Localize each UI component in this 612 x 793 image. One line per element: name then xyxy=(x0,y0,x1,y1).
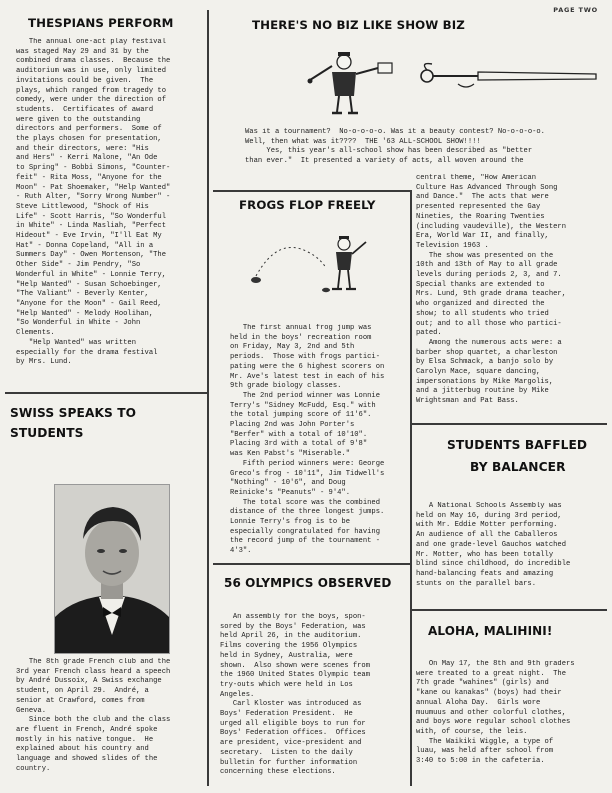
balancer-headline-line1: STUDENTS BAFFLED xyxy=(447,438,588,452)
divider-balancer-aloha xyxy=(411,609,607,611)
frogs-headline: FROGS FLOP FREELY xyxy=(239,198,376,212)
thespians-headline: THESPIANS PERFORM xyxy=(28,16,174,30)
cartoon-horn-icon xyxy=(418,60,608,94)
column-divider-left xyxy=(207,10,209,786)
swiss-headline-line2: STUDENTS xyxy=(10,426,84,440)
divider-showbiz-balancer xyxy=(411,423,607,425)
aloha-headline: ALOHA, MALIHINI! xyxy=(428,624,553,638)
swiss-headline-line1: SWISS SPEAKS TO xyxy=(10,406,137,420)
cartoon-performer-icon xyxy=(304,48,414,120)
frogs-body: The first annual frog jump was held in the boys' recreation room on Friday, May 3, 2nd and 5th periods. Those with frogs partici- pating were the 6 highest scorers on Mr. Ave's latest test in each of his 9th grade biology classes. The 2nd period winner was Lonnie Terry's "Sidney McFudd, Esq." with the total jumping score of 11'6". Placing 2nd was John Porter's "Berfer" with a total of 10'10". Placing 3rd with a total of 9'8" was Ken Pabst's "Miserable." Fifth period winners were: George Greco's frog - 10'11", Jim Tidwell's "Nothing" - 10'6", and Doug Reinicke's "Peanuts" - 9'4". The total score was the combined distance of the three longest jumps. Lonnie Terry's frog is to be especially congratulated for having the record jump of the tournament - 4'3". xyxy=(230,324,385,556)
student-portrait-photo xyxy=(54,484,170,654)
divider-showbiz-frogs xyxy=(213,190,410,192)
olympics-headline: 56 OLYMPICS OBSERVED xyxy=(224,576,392,590)
aloha-body: On May 17, the 8th and 9th graders were treated to a great night. The 7th grade "wahines" (girls) and "kane ou kanakas" (boys) had their annual Aloha Day. Girls wore muumuus and other colorful clothes, and boys wore regular school clothes with, of course, the leis. The Waikiki Wiggle, a type of luau, was held after school from 3:40 to 5:00 in the cafeteria. xyxy=(416,660,575,766)
column-divider-right xyxy=(410,190,412,786)
page-number: PAGE TWO xyxy=(553,6,598,14)
divider-thespians-swiss xyxy=(5,392,208,394)
cartoon-frog-icon xyxy=(248,228,388,300)
divider-frogs-olympics xyxy=(213,563,410,565)
show-biz-intro: Was it a tournament? No-o-o-o-o. Was it a beauty contest? No-o-o-o-o. Well, then what was it???? THE '63 ALL-SCHOOL SHOW!!!! Yes, this year's all-school show has been described as "better than ever." It presented a variety of acts, all woven around the xyxy=(245,128,545,166)
show-biz-headline: THERE'S NO BIZ LIKE SHOW BIZ xyxy=(252,18,465,32)
balancer-headline-line2: BY BALANCER xyxy=(470,460,566,474)
show-biz-body: central theme, "How American Culture Has Advanced Through Song and Dance." The acts that were presented represented the Gay Nineties, the Roaring Twenties (including vaudeville), the Western Era, World War II, and finally, Television 1963 . The show was presented on the 10th and 13th of May to all grade levels during periods 2, 3, and 7. Special thanks are extended to Mrs. Lund, 9th grade drama teacher, who organized and directed the show; to all students who tried out; and to all those who partici- pated. Among the numerous acts were: a barber shop quartet, a charleston by Elsa Schmack, a banjo solo by Carolyn Mace, square dancing, impersonations by Mike Margolis, and a jitterbug routine by Mike Wrightsman and Pat Bass. xyxy=(416,174,566,406)
olympics-body: An assembly for the boys, spon- sored by the Boys' Federation, was held April 26, in the auditorium. Films covering the 1956 Olympics held in Sydney, Australia, were shown. Also shown were scenes from the 1960 United States Olympic team try-outs which were held in Los Angeles. Carl Kloster was introduced as Boys' Federation President. He urged all eligible boys to run for Boys' Federation offices. Offices are president, vice-president and secretary. Listen to the daily bulletin for further information concerning these elections. xyxy=(220,613,370,777)
thespians-body: The annual one-act play festival was staged May 29 and 31 by the combined drama classes. Because the auditorium was in use, only limited invitations could be given. The plays, which ranged from tragedy to comedy, were under the direction of students. Certificates of award were given to the outstanding directors and performers. Some of the plays chosen for presentation, and their directors, were: "His and Hers" - Kerri Malone, "An Ode to Spring" - Bobbi Simons, "Counter- feit" - Rita Moss, "Anyone for the Moon" - Pat Shoemaker, "Help Wanted" - Ruth Alter, "Sorry Wrong Number" - Steve Littlewood, "Shock of His Life" - Scott Harris, "So Wonderful in White" - Linda Masliah, "Perfect Hideout" - Eve Irvin, "I'll Eat My Hat" - Donna Copeland, "All in a Summers Day" - Owen Mortenson, "The Other Side" - Jim Pendry, "So Wonderful in White" - Lonnie Terry, "Help Wanted" - Susan Schoebinger, "The Valiant" - Beverly Kenter, "Anyone for the Moon" - Gail Reed, "Help Wanted" - Melody Hoolihan, "So Wonderful in White - John Clements. "Help Wanted" was written especially for the drama festival by Mrs. Lund. xyxy=(16,38,171,367)
balancer-body: A National Schools Assembly was held on May 16, during 3rd period, with Mr. Eddie Motter performing. An audience of all the Caballeros and one grade-level Gauchos watched Mr. Motter, who has been totally blind since childhood, do incredible hand-balancing feats and amazing stunts on the parallel bars. xyxy=(416,502,571,588)
portrait-icon xyxy=(55,485,169,653)
swiss-body: The 8th grade French club and the 3rd year French class heard a speech by André Dussoix, A Swiss exchange student, on April 29. André, a senior at Crawford, comes from Geneva. Since both the club and the class are fluent in French, André spoke mostly in his native tongue. He explained about his country and language and showed slides of the country. xyxy=(16,658,171,773)
